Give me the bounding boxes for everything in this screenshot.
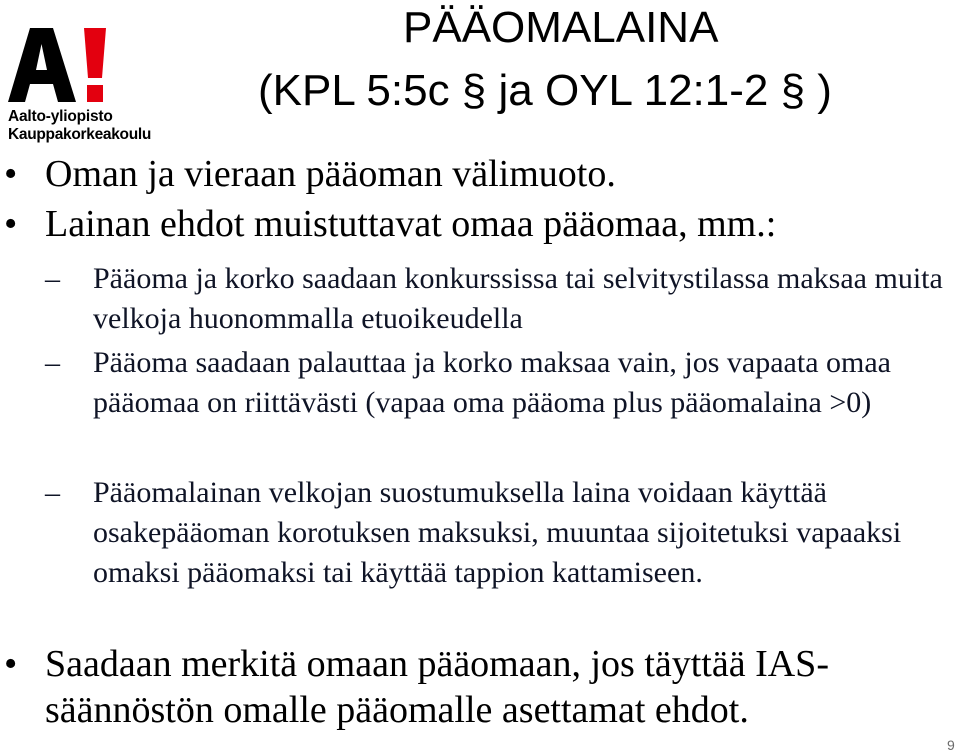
dash-marker: – (45, 262, 60, 295)
slide-subtitle: (KPL 5:5c § ja OYL 12:1-2 § ) (258, 66, 832, 115)
bullet-marker: • (4, 203, 18, 245)
bullet-marker: • (4, 643, 18, 685)
dash-marker: – (45, 346, 60, 379)
aalto-a-exclamation-icon (8, 28, 113, 106)
bullet-text: Lainan ehdot muistuttavat omaa pääomaa, mm.: (45, 203, 777, 245)
sub-bullet-text: Pääoma ja korko saadaan konkurssissa tai selvitystilassa maksaa muita velkoja huonommalla etuoikeudella (93, 262, 943, 335)
bullet-text: Saadaan merkitä omaan pääomaan, jos täyttää IAS-säännöstön omalle pääomalle asettamat ehdot. (45, 643, 829, 731)
page-number: 9 (947, 737, 955, 753)
aalto-logo (8, 28, 153, 148)
bullet-text: Oman ja vieraan pääoman välimuoto. (45, 153, 616, 195)
logo-university-name: Aalto-yliopisto (8, 108, 113, 125)
logo-school-name: Kauppakorkeakoulu (8, 126, 152, 143)
bullet-marker: • (4, 153, 18, 195)
slide-title: PÄÄOMALAINA (403, 3, 719, 52)
dash-marker: – (45, 476, 60, 509)
sub-bullet-text: Pääomalainan velkojan suostumuksella laina voidaan käyttää osakepääoman korotuksen maksuksi, muuntaa sijoitetuksi vapaaksi omaksi pääomaksi tai käyttää tappion kattamiseen. (93, 476, 902, 589)
sub-bullet-text: Pääoma saadaan palauttaa ja korko maksaa vain, jos vapaata omaa pääomaa on riittävästi (vapaa oma pääoma plus pääomalaina >0) (93, 346, 891, 419)
